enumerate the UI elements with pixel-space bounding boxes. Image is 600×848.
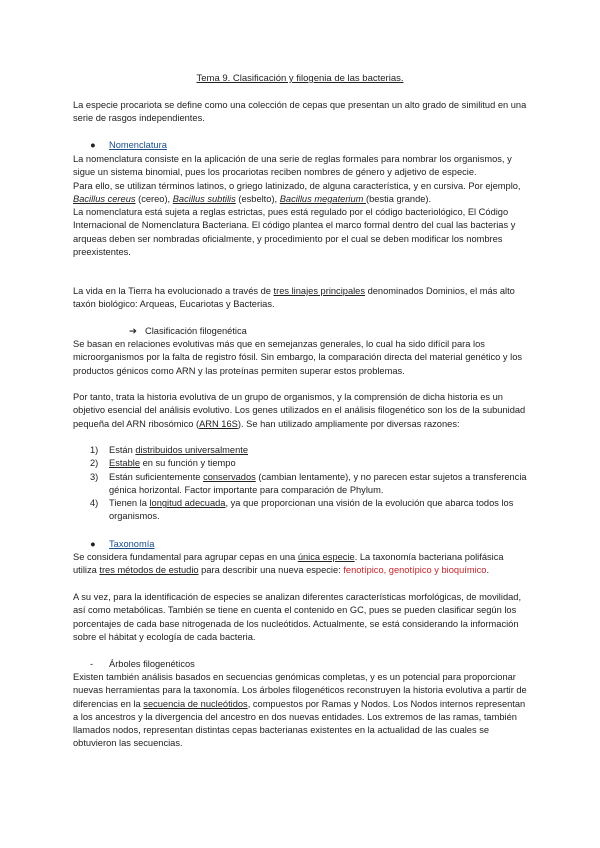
arrow-icon: ➔ [129,326,137,336]
underlined-term: longitud adecuada [149,498,226,509]
text-run: (cambian lentamente), y no parecen estar sujetos a transferencia génica horizontal. Factor importante para comparación de Phylum. [109,471,527,495]
list-number: 4) [90,498,99,509]
taxonomia-paragraph-1 [73,551,529,578]
underlined-term: conservados [203,471,256,482]
list-number: 1) [90,445,99,455]
section-nomenclatura-heading [73,139,529,151]
text-run: Para ello, se utilizan términos latinos, o griego latinizado, de alguna característica, y en cursiva. Por ejemplo, [73,180,521,191]
text-run: Por tanto, trata la historia evolutiva de un grupo de organismos, y la comprensión de dicha historia es un objetivo esencial del análisis evolutivo. Los genes utilizados en el análisis filogenético son los de la subunidad pequeña del ARN ribosómico ( [73,392,526,429]
text-run: denominados Dominios, el más alto taxón biológico: Arqueas, Eucariotas y Bacterias. [73,286,515,310]
text-run: (cereo), [135,193,173,204]
underlined-term: distribuidos universalmente [135,445,249,455]
page-title: Tema 9. Clasificación y filogenia de las bacterias. [196,73,404,84]
dominios-paragraph [73,285,529,312]
underlined-term: ARN 16S [199,418,238,429]
underlined-term: tres linajes principales [273,286,365,296]
latin-example-1: Bacillus cereus [73,193,136,204]
list-item [73,497,529,524]
highlighted-methods: fenotípico, genotípico y bioquímico [343,565,487,576]
underlined-term: única especie [297,552,355,562]
list-number: 3) [90,471,99,482]
text-run: . [486,565,490,576]
clasificacion-heading-label: Clasificación filogenética [145,326,247,336]
text-run: La vida en la Tierra ha evolucionado a través de [73,286,274,296]
text-run: ). Se han utilizado ampliamente por diversas razones: [237,418,460,429]
latin-example-3: Bacillus megaterium [279,193,366,204]
text-run: , ya que proporcionan una visión de la evolución que abarca todos los organismos. [109,498,514,522]
clasificacion-paragraph-1: Se basan en relaciones evolutivas más que en semejanzas generales, lo cual ha sido difícil para los microorganismos por la falta de registro fósil. Sin embargo, la comparación directa del material genético y los productos génicos como ARN y las proteínas permiten superar estos problemas. [73,339,523,376]
underlined-term: secuencia de nucleótidos [143,698,248,709]
text-run: Se considera fundamental para agrupar cepas en una [73,552,298,562]
text-run: en su función y tiempo [140,458,236,469]
list-item [73,444,529,457]
underlined-term: Estable [109,458,141,469]
list-item [73,471,529,498]
text-run: . La taxonomía bacteriana polifásica utiliza [73,552,504,576]
nomenclatura-paragraph-1: La nomenclatura consiste en la aplicación de una serie de reglas formales para nombrar los organismos, y sigue un sistema binomial, pues los procariotas reciben nombres de género y adjetivo de especie. [73,154,512,178]
dash-icon: - [90,659,94,669]
bullet-icon: ● [90,140,96,150]
intro-paragraph: La especie procariota se define como una colección de cepas que presentan un alto grado de similitud en una serie de rasgos independientes. [73,100,527,124]
text-run: Están suficientemente [109,471,204,482]
list-item [73,457,529,470]
section-clasificacion-heading [73,325,529,337]
list-number: 2) [90,458,99,469]
arboles-paragraph [73,671,529,751]
nomenclatura-link[interactable]: Nomenclatura [109,140,167,150]
arboles-heading-label: Árboles filogenéticos [109,659,195,669]
text-run: (bestia grande). [366,193,432,204]
taxonomia-paragraph-2: A su vez, para la identificación de especies se analizan diferentes características morfológicas, de movilidad, así como metabólicas. También se tiene en cuenta el contenido en GC, pues se pueden clasificar según los porcentajes de cada base nitrogenada de los nucleótidos. Actualmente, se está considerando la información sobre el hábitat y ecología de cada bacteria. [73,592,522,642]
nomenclatura-paragraph-3: La nomenclatura está sujeta a reglas estrictas, pues está regulado por el código bacteriológico, El Código Internacional de Nomenclatura Bacteriana. El código plantea el marco formal dentro del cual las bacterias y arqueas deben ser nombradas oficialmente, y procedimiento por el cual se deben modificar los nombres preexistentes. [73,207,516,258]
nomenclatura-paragraph-2 [73,180,529,207]
text-run: (esbelto), [235,193,280,204]
text-run: Tienen la [109,498,150,509]
text-run: para describir una nueva especie: [198,565,344,576]
section-arboles-heading [73,658,529,670]
underlined-term: tres métodos de estudio [99,565,199,576]
text-run: Existen también análisis basados en secuencias genómicas completas, y es un potencial para proporcionar nuevas herramientas para la taxonomía. Los árboles filogenéticos reconstruyen la historia evolutiva a partir de diferencias en la [73,672,527,709]
bullet-icon: ● [90,539,96,549]
clasificacion-paragraph-2 [73,391,529,431]
text-run: Están [109,445,136,455]
section-taxonomia-heading [73,538,529,550]
text-run: , compuestos por Ramas y Nodos. Los Nodos internos representan a los ancestros y la divergencia del ancestro en dos nuevas entidades. Los extremos de las ramas, también llamados nodos, representan distintas cepas bacterianas existentes en la actualidad de las cuales se obtuvieron las secuencias. [73,698,526,749]
latin-example-2: Bacillus subtilis [172,193,236,204]
reasons-list [73,444,529,524]
taxonomia-link[interactable]: Taxonomía [109,539,155,549]
nomenclatura-body [73,153,529,259]
